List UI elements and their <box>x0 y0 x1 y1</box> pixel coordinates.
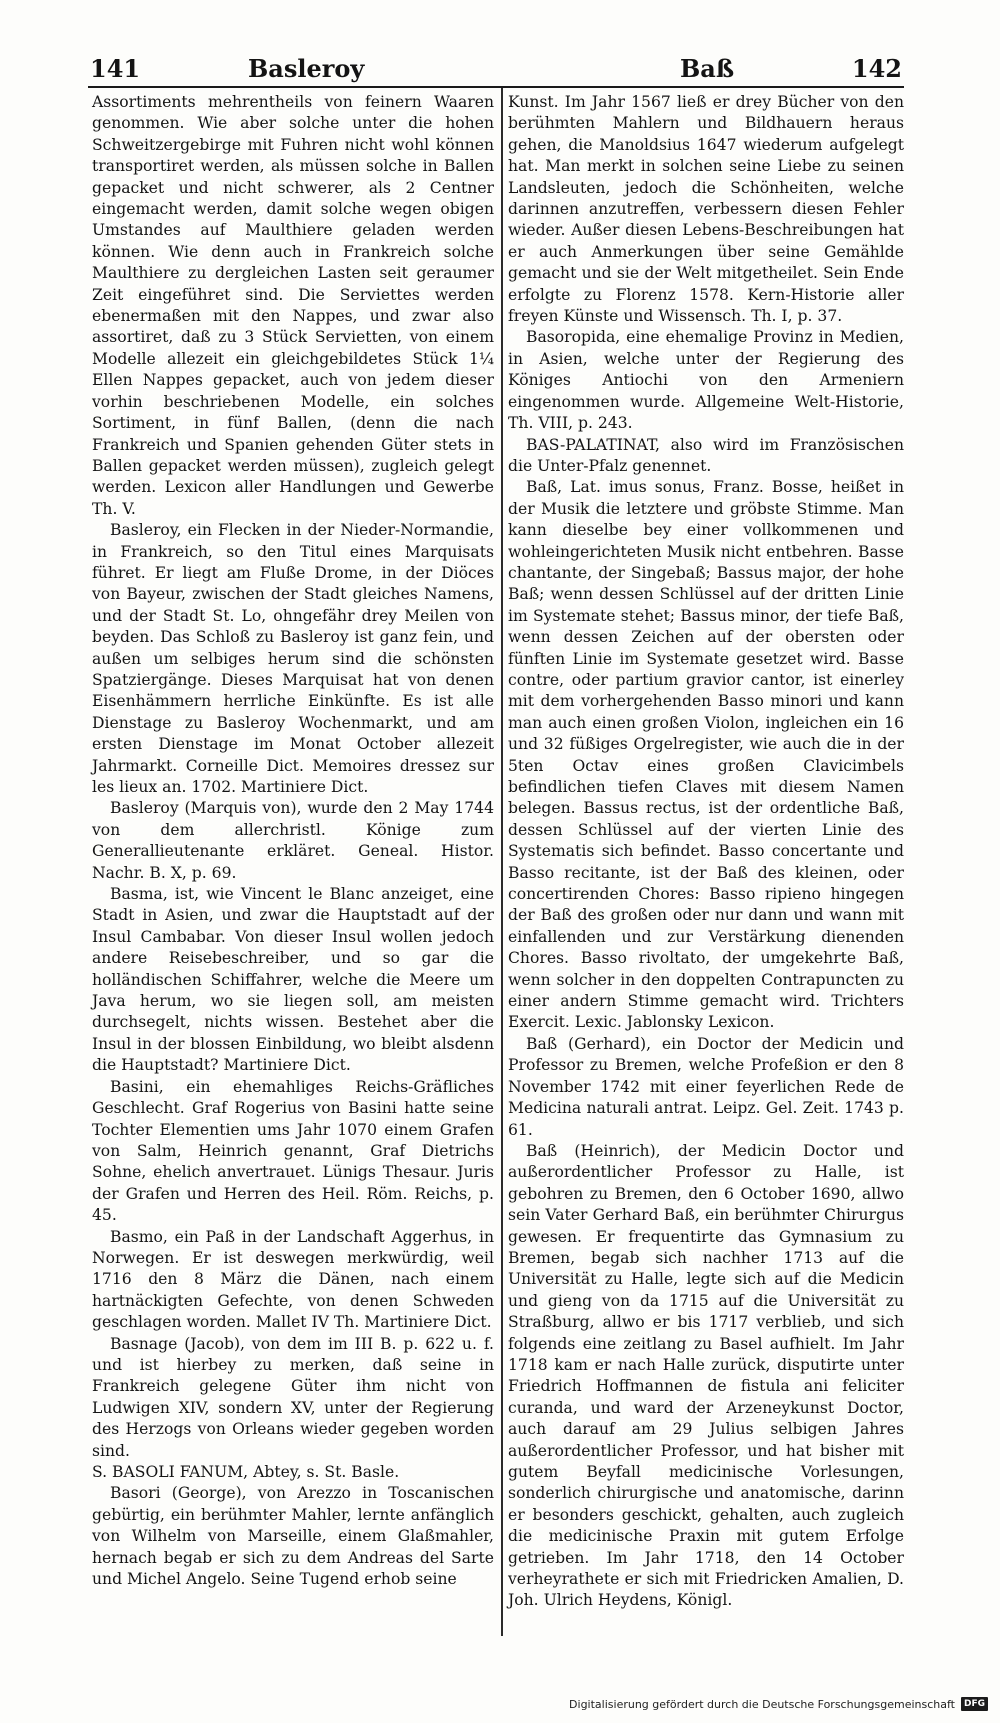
running-headword-right: Baß <box>680 54 735 83</box>
running-headword-left: Basleroy <box>248 54 365 83</box>
footer-credit-text: Digitalisierung gefördert durch die Deutsche Forschungsgemeinschaft <box>569 1697 955 1711</box>
entry-paragraph: Kunst. Im Jahr 1567 ließ er drey Bücher von den berühmten Mahlern und Bildhauern heraus gehen, die Manoldsius 1647 wiederum aufgelegt hat. Man merkt in solchen seine Liebe zu seinen Landsleuten, jedoch die Schönheiten, welche darinnen anzutreffen, verbessern diesen Fehler wieder. Außer diesen Lebens-Beschreibungen hat er auch Anmerkungen über seine Gemählde gemacht und sie der Welt mitgetheilet. Sein Ende erfolgte zu Florenz 1578. Kern-Historie aller freyen Künste und Wissensch. Th. I, p. 37. <box>508 93 904 326</box>
entry-paragraph: Basoropida, eine ehemalige Provinz in Medien, in Asien, welche unter der Regierung des Königes Antiochi von den Armeniern eingenommen wurde. Allgemeine Welt-Historie, Th. VIII, p. 243. <box>508 328 904 433</box>
entry-paragraph: Basleroy, ein Flecken in der Nieder-Normandie, in Frankreich, so den Titul eines Marquisats führet. Er liegt am Fluße Drome, in der Diöces von Bayeur, zwischen der Stadt gleiches Namens, und der Stadt St. Lo, ohngefähr drey Meilen von beyden. Das Schloß zu Basleroy ist ganz fein, und außen um selbiges herum sind die schönsten Spatziergänge. Dieses Marquisat hat von denen Eisenhämmern herrliche Einkünfte. Es ist alle Dienstage zu Basleroy Wochenmarkt, und am ersten Dienstage im Monat October allezeit Jahrmarkt. Corneille Dict. Memoires dressez sur les lieux an. 1702. Martiniere Dict. <box>92 521 494 796</box>
entry-paragraph: BAS-PALATINAT, also wird im Französischen die Unter-Pfalz genennet. <box>508 435 904 475</box>
dfg-logo: DFG <box>961 1697 988 1711</box>
entry-paragraph: Baß (Gerhard), ein Doctor der Medicin und Professor zu Bremen, welche Profeßion er den 8 November 1742 mit einer feyerlichen Rede de Medicina naturali antrat. Leipz. Gel. Zeit. 1743 p. 61. <box>508 1034 904 1139</box>
entry-paragraph: Basnage (Jacob), von dem im III B. p. 622 u. f. und ist hierbey zu merken, daß seine in Frankreich gelegene Güter ihm nicht von Ludwigen XIV, sondern XV, unter der Regierung des Herzogs von Orleans wieder gegeben worden sind. <box>92 1334 494 1460</box>
entry-paragraph: Basori (George), von Arezzo in Toscanischen gebürtig, ein berühmter Mahler, lernte anfänglich von Wilhelm von Marseille, einem Glaßmahler, hernach begab er sich zu dem Andreas del Sarte und Michel Angelo. Seine Tugend erhob seine <box>92 1484 494 1589</box>
entry-paragraph: Baß, Lat. imus sonus, Franz. Bosse, heißet in der Musik die letztere und gröbste Stimme. Man kann dieselbe bey einer vollkommenen und wohleingerichteten Musik nicht entbehren. Basse chantante, der Singebaß; Bassus major, der hohe Baß; wenn dessen Schlüssel auf der dritten Linie im Systemate stehet; Bassus minor, der tiefe Baß, wenn dessen Zeichen auf der obersten oder fünften Linie im Systemate gesetzet wird. Basse contre, oder partium gravior cantor, ist einerley mit dem vorhergehenden Basso minori und kann man auch einen großen Violon, ingleichen ein 16 und 32 füßiges Orgelregister, wie auch die in der 5ten Octav eines großen Clavicimbels befindlichen tiefen Claves mit diesem Namen belegen. Bassus rectus, ist der ordentliche Baß, dessen Schlüssel auf der vierten Linie des Systematis sich befindet. Basso concertante und Basso recitante, ist der Baß des kleinen, oder concertirenden Chores: Basso ripieno hingegen der Baß des großen oder nur dann und wann mit einfallenden und zur Verstärkung dienenden Chores. Basso rivoltato, der umgekehrte Baß, wenn solcher in den doppelten Contrapuncten zu einer andern Stimme gemacht wird. Trichters Exercit. Lexic. Jablonsky Lexicon. <box>508 478 904 1032</box>
entry-paragraph: Basmo, ein Paß in der Landschaft Aggerhus, in Norwegen. Er ist deswegen merkwürdig, weil 1716 den 8 März die Dänen, nach einem hartnäckigten Gefechte, von denen Schweden geschlagen worden. Mallet IV Th. Martiniere Dict. <box>92 1227 494 1332</box>
right-column <box>508 92 904 1612</box>
entry-paragraph: Basini, ein ehemahliges Reichs-Gräfliches Geschlecht. Graf Rogerius von Basini hatte seine Tochter Elementien ums Jahr 1070 einem Grafen von Salm, Heinrich genannt, Graf Dietrichs Sohne, ehelich anvertrauet. Lünigs Thesaur. Juris der Grafen und Herren des Heil. Röm. Reichs, p. 45. <box>92 1077 494 1225</box>
entry-paragraph: Basleroy (Marquis von), wurde den 2 May 1744 von dem allerchristl. Könige zum Generallieutenante erkläret. Geneal. Histor. Nachr. B. X, p. 69. <box>92 799 494 882</box>
entry-paragraph: S. BASOLI FANUM, Abtey, s. St. Basle. <box>92 1463 400 1481</box>
page-number-right: 142 <box>851 54 902 83</box>
header-rule <box>88 86 904 88</box>
column-divider <box>501 88 503 1636</box>
digitization-footer <box>569 1695 988 1713</box>
entry-paragraph: Assortiments mehrentheils von feinern Waaren genommen. Wie aber solche unter die hohen Schweitzergebirge mit Fuhren nicht wohl können transportiret werden, als müssen solche in Ballen gepacket und nicht schwerer, als 2 Centner eingemacht werden, damit solche wegen obigen Umstandes auf Maulthiere geladen werden können. Wie denn auch in Frankreich solche Maulthiere zu dergleichen Lasten seit geraumer Zeit eingeführet sind. Die Serviettes werden ebenermaßen mit den Nappes, und zwar also assortiret, daß zu 3 Stück Servietten, von einem Modelle allezeit ein gleichgebildetes Stück 1¼ Ellen Nappes gepacket, auch von jedem dieser vorhin beschriebenen Modelle, ein solches Sortiment, in fünf Ballen, (denn die nach Frankreich und Spanien gehenden Güter stets in Ballen gepacket werden müssen), zugleich gelegt werden. Lexicon aller Handlungen und Gewerbe Th. V. <box>92 93 494 518</box>
entry-paragraph: Basma, ist, wie Vincent le Blanc anzeiget, eine Stadt in Asien, und zwar die Hauptstadt auf der Insul Cambabar. Von dieser Insul wollen jedoch andere Reisebeschreiber, und so gar die holländischen Schiffahrer, welche die Meere um Java herum, wo sie liegen soll, am meisten durchsegelt, nichts wissen. Bestehet aber die Insul in der blossen Einbildung, wo bleibt alsdenn die Hauptstadt? Martiniere Dict. <box>92 885 494 1075</box>
page-number-left: 141 <box>90 54 141 83</box>
left-column <box>92 92 494 1590</box>
entry-paragraph: Baß (Heinrich), der Medicin Doctor und außerordentlicher Professor zu Halle, ist gebohren zu Bremen, den 6 October 1690, allwo sein Vater Gerhard Baß, ein berühmter Chirurgus gewesen. Er frequentirte das Gymnasium zu Bremen, begab sich nachher 1713 auf die Universität zu Halle, legte sich auf die Medicin und gieng von da 1715 auf die Universität zu Straßburg, allwo er bis 1717 verblieb, und sich folgends eine zeitlang zu Basel aufhielt. Im Jahr 1718 kam er nach Halle zurück, disputirte unter Friedrich Hoffmannen de fistula ani feliciter curanda, und ward der Arzeneykunst Doctor, auch darauf am 29 Julius selbigen Jahres außerordentlicher Professor, und hat bisher mit gutem Beyfall medicinische Vorlesungen, sonderlich chirurgische und anatomische, darinn er besonders geschickt, gehalten, auch zugleich die medicinische Praxin mit gutem Erfolge getrieben. Im Jahr 1718, den 14 October verheyrathete er sich mit Friedricken Amalien, D. Joh. Ulrich Heydens, Königl. <box>508 1141 904 1610</box>
page-header <box>90 54 902 84</box>
